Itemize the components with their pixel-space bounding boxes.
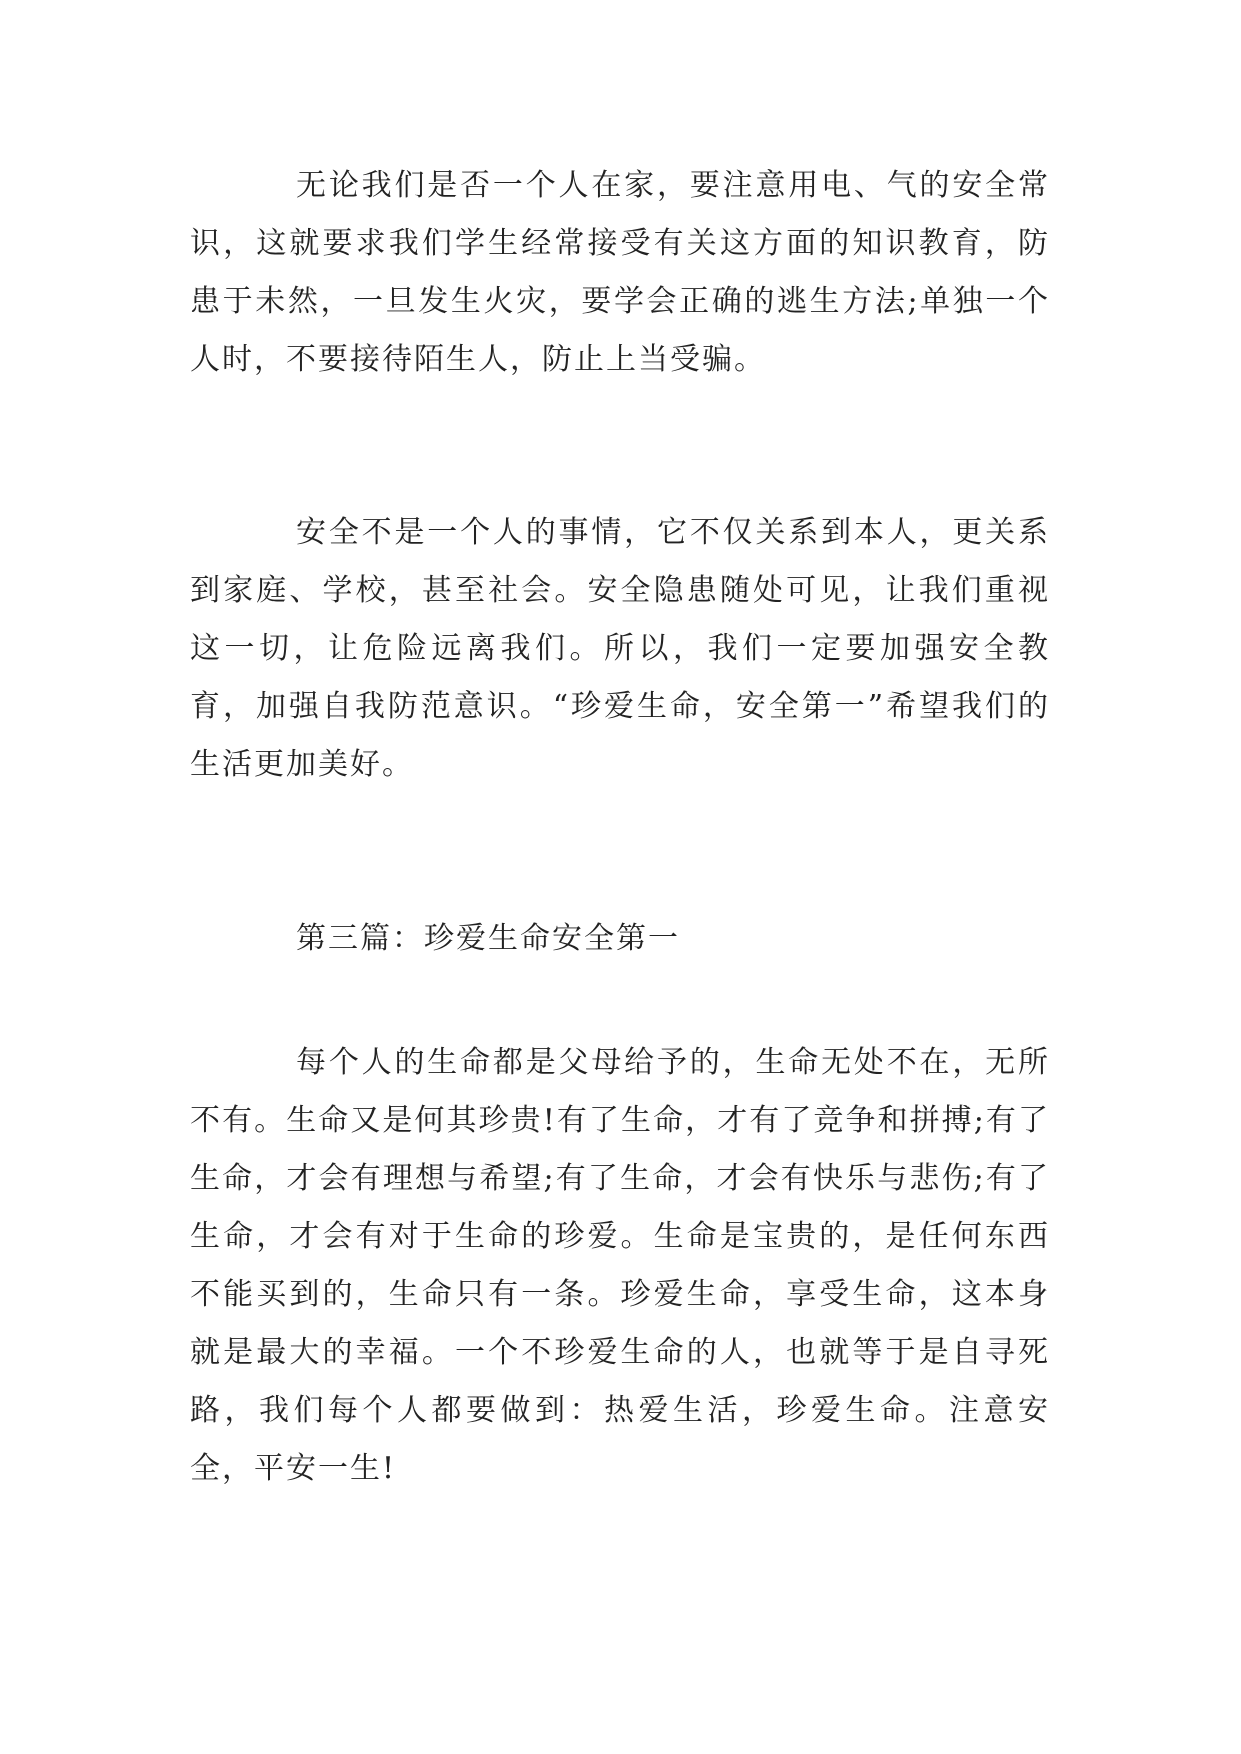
paragraph-home-safety: 无论我们是否一个人在家，要注意用电、气的安全常识，这就要求我们学生经常接受有关这方面的知识教育，防患于未然，一旦发生火灾，要学会正确的逃生方法;单独一个人时，不要接待陌生人，防止上当受骗。: [190, 168, 1050, 377]
paragraph-cherish-life: 每个人的生命都是父母给予的，生命无处不在，无所不有。生命又是何其珍贵!有了生命，才有了竞争和拼搏;有了生命，才会有理想与希望;有了生命，才会有快乐与悲伤;有了生命，才会有对于生命的珍爱。生命是宝贵的，是任何东西不能买到的，生命只有一条。珍爱生命，享受生命，这本身就是最大的幸福。一个不珍爱生命的人，也就等于是自寻死路，我们每个人都要做到：热爱生活，珍爱生命。注意安全，平安一生!: [190, 1045, 1050, 1486]
paragraph-safety-matters: 安全不是一个人的事情，它不仅关系到本人，更关系到家庭、学校，甚至社会。安全隐患随处可见，让我们重视这一切，让危险远离我们。所以，我们一定要加强安全教育，加强自我防范意识。“珍爱生命，安全第一”希望我们的生活更加美好。: [190, 515, 1050, 782]
section-heading: 第三篇：珍爱生命安全第一: [296, 921, 680, 956]
